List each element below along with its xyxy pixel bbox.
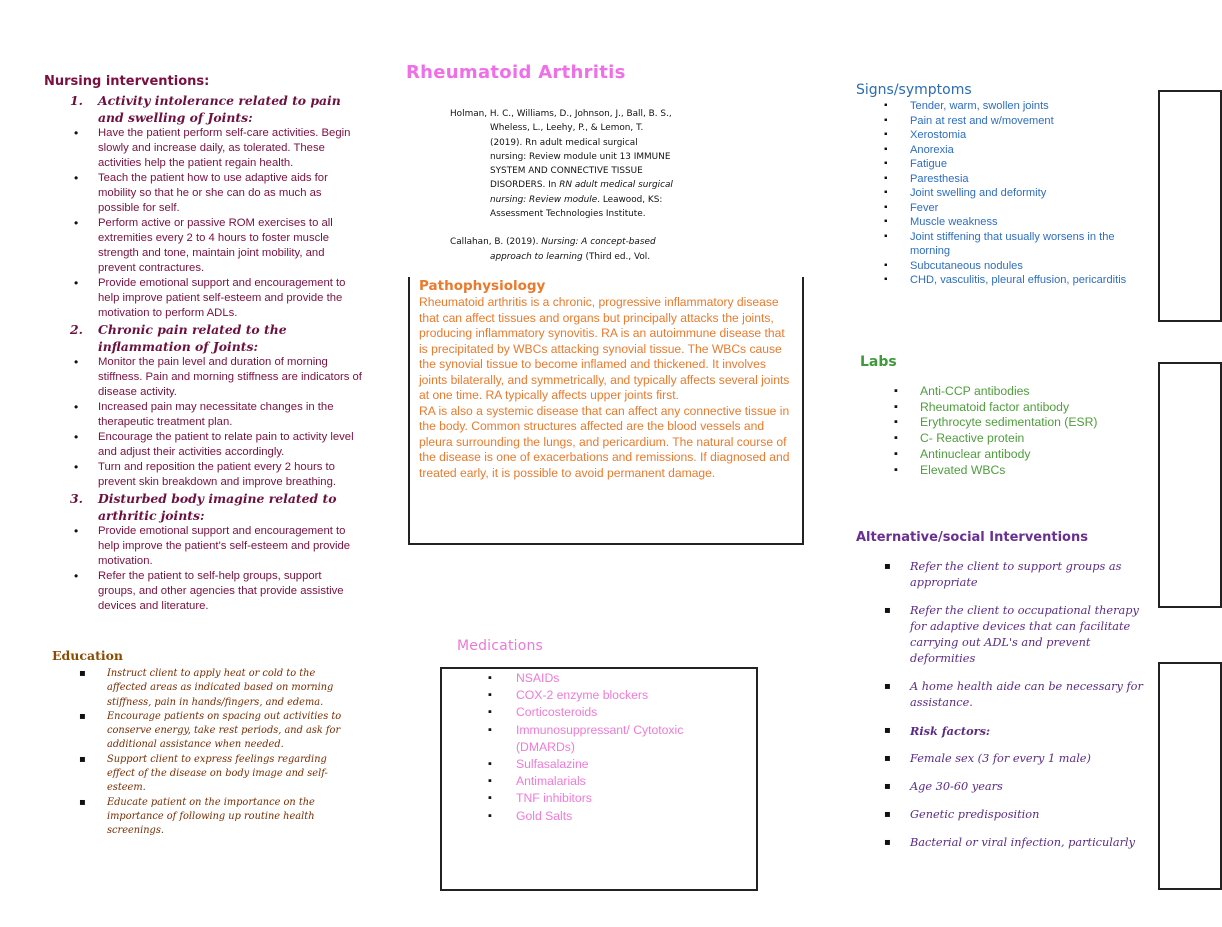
edge-panel-box — [1158, 90, 1222, 322]
education-section — [52, 648, 352, 839]
diagnosis-3-title — [42, 490, 362, 524]
list-item: ▪ Tender, warm, swollen joints — [856, 99, 1156, 114]
list-item: ▪ Rheumatoid factor antibody — [860, 400, 1150, 416]
list-item: • Turn and reposition the patient every 2 hours to prevent skin breakdown and improve breathing. — [42, 460, 362, 490]
list-item: ▪ Antimalarials — [486, 773, 736, 790]
reference-text: . Leawood, KS: Assessment Technologies Institute. — [490, 194, 663, 220]
education-heading: Education — [52, 648, 124, 663]
list-item: • Provide emotional support and encouragement to help improve the patient's self-esteem and provide motivation. — [42, 524, 362, 569]
diagnosis-1-title — [42, 92, 362, 126]
list-item: ▪ Age 30-60 years — [856, 779, 1146, 795]
list-item: • Perform active or passive ROM exercises to all extremities every 2 to 4 hours to foster muscle strength and tone, maintain joint mobility, and prevent contractures. — [42, 216, 362, 276]
diagnosis-number: 1. — [70, 93, 83, 108]
list-item: ▪ Fatigue — [856, 157, 1156, 172]
diagnosis-3-list — [42, 524, 362, 614]
diagnosis-label: Chronic pain related to the inflammation of Joints: — [98, 322, 287, 354]
pathophysiology-paragraph: Rheumatoid arthritis is a chronic, progressive inflammatory disease that can affect tissues and organs but principally attacks the joints, producing inflammatory synovitis. RA is an autoimmune disease that is precipitated by WBCs attacking synovial tissue. The WBCs cause the synovial tissue to become inflamed and thickened. It involves joints bilaterally, and symmetrically, and typically affects several joints at one time. RA typically affects upper joints first. — [419, 295, 790, 402]
list-item: ▪ TNF inhibitors — [486, 790, 736, 807]
list-item: ▪ Support client to express feelings regarding effect of the disease on body image and self-esteem. — [52, 753, 352, 796]
nursing-interventions-section — [42, 74, 362, 614]
labs-list — [860, 384, 1150, 478]
list-item: • Teach the patient how to use adaptive aids for mobility so that he or she can do as much as possible for self. — [42, 171, 362, 216]
list-item: ▪ Gold Salts — [486, 808, 736, 825]
alternative-heading: Alternative/social Interventions — [856, 530, 1088, 545]
list-item: ▪ A home health aide can be necessary for assistance. — [856, 679, 1146, 711]
list-item: ▪ Anorexia — [856, 143, 1156, 158]
signs-list — [856, 99, 1156, 288]
list-item: ▪ Genetic predisposition — [856, 807, 1146, 823]
medications-list — [486, 670, 736, 825]
alternative-interventions-section — [856, 530, 1146, 863]
list-item: • Monitor the pain level and duration of morning stiffness. Pain and morning stiffness are indicators of disease activity. — [42, 355, 362, 400]
education-list — [52, 667, 352, 839]
risk-factors-heading: ▪ Risk factors: — [856, 723, 1146, 739]
list-item: • Have the patient perform self-care activities. Begin slowly and increase daily, as tolerated. These activities help the patient regain health. — [42, 126, 362, 171]
medications-heading: Medications — [457, 638, 544, 654]
list-item: ▪ Joint stiffening that usually worsens in the morning — [856, 230, 1156, 259]
list-item: • Refer the patient to self-help groups, support groups, and other agencies that provide assistive devices and literature. — [42, 569, 362, 614]
list-item: ▪ Immunosuppressant/ Cytotoxic (DMARDs) — [486, 722, 736, 756]
diagnosis-2-title — [42, 321, 362, 355]
medications-section — [486, 670, 736, 825]
list-item: ▪ Erythrocyte sedimentation (ESR) — [860, 415, 1150, 431]
list-item: ▪ CHD, vasculitis, pleural effusion, pericarditis — [856, 273, 1156, 288]
diagnosis-number: 2. — [70, 322, 83, 337]
list-item: • Increased pain may necessitate changes in the therapeutic treatment plan. — [42, 400, 362, 430]
list-item: ▪ Sulfasalazine — [486, 756, 736, 773]
diagnosis-number: 3. — [70, 491, 83, 506]
reference-text: Holman, H. C., Williams, D., Johnson, J., Ball, B. S., Wheless, L., Leehy, P., & Lemon, T. (2019). Rn adult medical surgical nursing: Review module unit 13 IMMUNE SYSTEM AND CONNECTIVE TISSUE DISORDERS. In — [450, 109, 672, 191]
signs-symptoms-section — [856, 82, 1156, 288]
nursing-heading: Nursing interventions: — [44, 74, 210, 89]
list-item: ▪ Fever — [856, 201, 1156, 216]
list-item: ▪ Anti-CCP antibodies — [860, 384, 1150, 400]
reference-text: (Third ed., Vol. — [582, 251, 651, 262]
list-item: ▪ Subcutaneous nodules — [856, 259, 1156, 274]
pathophysiology-section — [419, 278, 791, 481]
list-item: ▪ C- Reactive protein — [860, 431, 1150, 447]
document-title: Rheumatoid Arthritis — [406, 62, 626, 83]
list-item: ▪ Joint swelling and deformity — [856, 186, 1156, 201]
reference-source: Nursing: A concept-based approach to learning — [490, 237, 656, 262]
labs-heading: Labs — [860, 354, 897, 370]
alternative-list — [856, 559, 1146, 851]
reference-entry — [450, 235, 674, 264]
list-item: ▪ Refer the client to support groups as appropriate — [856, 559, 1146, 591]
list-item: ▪ Instruct client to apply heat or cold to the affected areas as indicated based on morning stiffness, pain in hands/fingers, and edema. — [52, 667, 352, 710]
signs-heading: Signs/symptoms — [856, 82, 972, 98]
list-item: ▪ Pain at rest and w/movement — [856, 114, 1156, 129]
list-item: • Provide emotional support and encouragement to help improve patient self-esteem and provide the motivation to perform ADLs. — [42, 276, 362, 321]
list-item: ▪ Paresthesia — [856, 172, 1156, 187]
list-item: ▪ Muscle weakness — [856, 215, 1156, 230]
reference-entry — [450, 107, 674, 221]
diagnosis-1-list — [42, 126, 362, 321]
reference-source: RN adult medical surgical nursing: Review module — [490, 180, 673, 205]
list-item: ▪ Educate patient on the importance on the importance of following up routine health screenings. — [52, 796, 352, 839]
diagnosis-label: Disturbed body imagine related to arthritic joints: — [98, 491, 337, 523]
list-item: ▪ Refer the client to occupational therapy for adaptive devices that can facilitate carrying out ADL's and prevent deformities — [856, 603, 1146, 667]
edge-panel-box — [1158, 362, 1222, 608]
list-item: ▪ Corticosteroids — [486, 704, 736, 721]
list-item: ▪ Encourage patients on spacing out activities to conserve energy, take rest periods, and ask for additional assistance when needed. — [52, 710, 352, 753]
pathophysiology-heading: Pathophysiology — [419, 278, 546, 294]
list-item: ▪ Elevated WBCs — [860, 463, 1150, 479]
list-item: ▪ Female sex (3 for every 1 male) — [856, 751, 1146, 767]
labs-section — [860, 354, 1150, 478]
list-item: ▪ Bacterial or viral infection, particularly — [856, 835, 1146, 851]
list-item: ▪ Xerostomia — [856, 128, 1156, 143]
reference-text: Callahan, B. (2019). — [450, 237, 542, 248]
list-item: ▪ COX-2 enzyme blockers — [486, 687, 736, 704]
list-item: ▪ NSAIDs — [486, 670, 736, 687]
list-item: ▪ Antinuclear antibody — [860, 447, 1150, 463]
edge-panel-box — [1158, 662, 1222, 890]
diagnosis-label: Activity intolerance related to pain and swelling of Joints: — [98, 93, 341, 125]
diagnosis-2-list — [42, 355, 362, 490]
references — [450, 107, 674, 277]
pathophysiology-paragraph: RA is also a systemic disease that can affect any connective tissue in the body. Common structures affected are the blood vessels and pleura surrounding the lungs, and pericardium. The natural course of the disease is one of exacerbations and remissions. If diagnosed and treated early, it is possible to avoid permanent damage. — [419, 403, 790, 480]
list-item: • Encourage the patient to relate pain to activity level and adjust their activities accordingly. — [42, 430, 362, 460]
